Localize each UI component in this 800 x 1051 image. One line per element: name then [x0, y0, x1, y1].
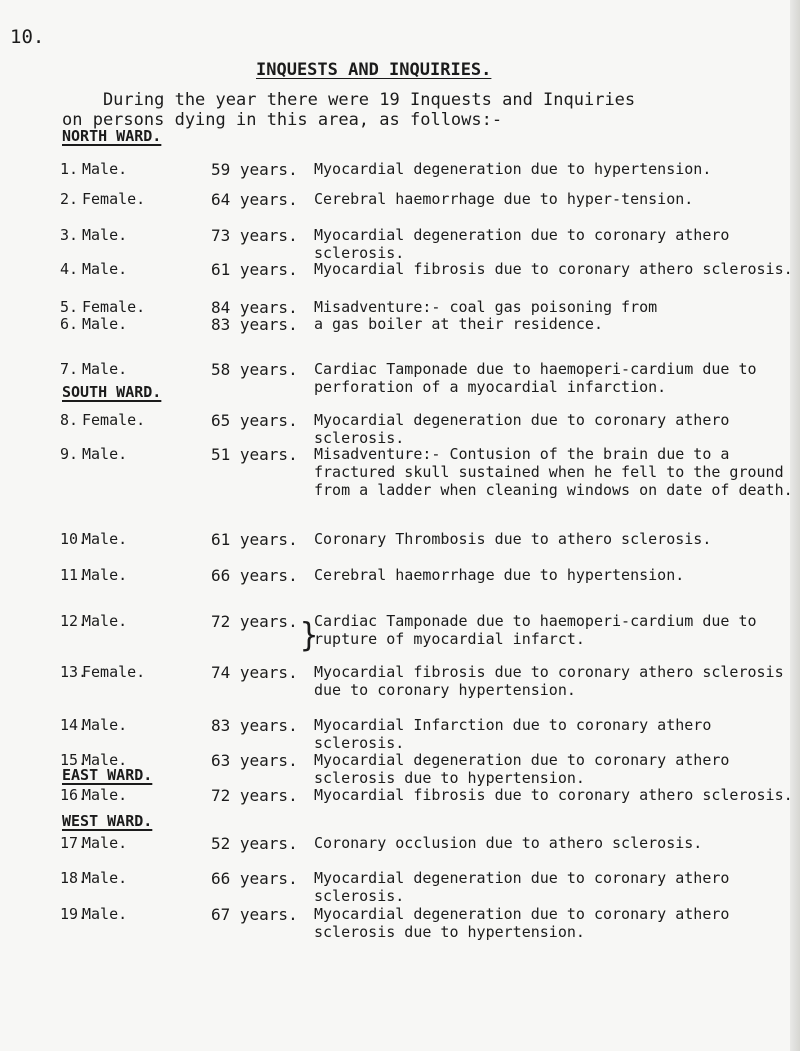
inquest-entry [60, 751, 800, 791]
ward-heading-east: EAST WARD. [62, 766, 153, 784]
inquest-entry [60, 566, 800, 606]
entry-sex: Female. [82, 190, 146, 208]
entry-age: 84 years. [211, 298, 298, 317]
entry-age: 51 years. [211, 445, 298, 464]
entry-number: 15. [60, 751, 88, 769]
entry-age: 58 years. [211, 360, 298, 379]
inquest-entry [60, 716, 800, 756]
entry-cause: Cardiac Tamponade due to haemoperi-cardium due to rupture of myocardial infarct. [314, 612, 757, 648]
entry-sex: Male. [82, 612, 128, 630]
entry-age: 61 years. [211, 530, 298, 549]
entry-cause: a gas boiler at their residence. [314, 315, 603, 333]
entry-number: 12. [60, 612, 88, 630]
ward-heading-west: WEST WARD. [62, 812, 153, 830]
entry-age: 66 years. [211, 566, 298, 585]
entry-age: 72 years. [211, 612, 298, 631]
entry-cause: Cardiac Tamponade due to haemoperi-cardium due to perforation of a myocardial infarction. [314, 360, 757, 396]
entry-age: 61 years. [211, 260, 298, 279]
inquest-entry [60, 834, 800, 874]
entry-cause: Misadventure:- coal gas poisoning from [314, 298, 658, 316]
ward-heading-north: NORTH WARD. [62, 127, 162, 145]
entry-number: 8. [60, 411, 79, 429]
entry-number: 1. [60, 160, 79, 178]
intro-line-1: During the year there were 19 Inquests and Inquiries [62, 90, 636, 110]
entry-cause: Myocardial degeneration due to coronary athero sclerosis due to hypertension. [314, 751, 730, 787]
entry-number: 4. [60, 260, 79, 278]
entry-number: 3. [60, 226, 79, 244]
entry-cause: Myocardial degeneration due to hypertension. [314, 160, 712, 178]
inquest-entry [60, 869, 800, 909]
entry-cause: Myocardial Infarction due to coronary athero sclerosis. [314, 716, 712, 752]
page-title: INQUESTS AND INQUIRIES. [256, 60, 492, 80]
inquest-entry [60, 190, 800, 230]
entry-cause: Myocardial degeneration due to coronary athero sclerosis. [314, 869, 730, 905]
entry-cause: Coronary Thrombosis due to athero sclerosis. [314, 530, 712, 548]
inquest-entry [60, 530, 800, 570]
entry-sex: Male. [82, 834, 128, 852]
entry-sex: Male. [82, 360, 128, 378]
entry-age: 66 years. [211, 869, 298, 888]
inquest-entry [60, 315, 800, 355]
entry-sex: Male. [82, 160, 128, 178]
entry-sex: Male. [82, 716, 128, 734]
entry-age: 59 years. [211, 160, 298, 179]
entry-number: 19. [60, 905, 88, 923]
entry-number: 16. [60, 786, 88, 804]
entry-cause: Cerebral haemorrhage due to hyper-tension. [314, 190, 694, 208]
entry-sex: Male. [82, 566, 128, 584]
entry-number: 17. [60, 834, 88, 852]
entry-age: 65 years. [211, 411, 298, 430]
entry-number: 18. [60, 869, 88, 887]
entry-age: 83 years. [211, 716, 298, 735]
intro-line-2: on persons dying in this area, as follows:- [62, 110, 503, 130]
entry-sex: Male. [82, 786, 128, 804]
entry-sex: Male. [82, 751, 128, 769]
entry-number: 13. [60, 663, 88, 681]
entry-number: 6. [60, 315, 79, 333]
entry-age: 74 years. [211, 663, 298, 682]
entry-age: 63 years. [211, 751, 298, 770]
inquest-entry [60, 260, 800, 300]
entry-cause: Myocardial degeneration due to coronary athero sclerosis. [314, 226, 730, 262]
entry-age: 83 years. [211, 315, 298, 334]
entry-cause: Cerebral haemorrhage due to hypertension. [314, 566, 685, 584]
inquest-entry [60, 663, 800, 703]
entry-bracket: } [300, 616, 319, 655]
entry-sex: Male. [82, 869, 128, 887]
ward-heading-south: SOUTH WARD. [62, 383, 162, 401]
intro-paragraph [62, 90, 635, 130]
entry-age: 72 years. [211, 786, 298, 805]
entry-number: 9. [60, 445, 79, 463]
entry-sex: Male. [82, 445, 128, 463]
entry-age: 67 years. [211, 905, 298, 924]
entry-cause: Myocardial fibrosis due to coronary athero sclerosis. [314, 260, 793, 278]
entry-cause: Myocardial fibrosis due to coronary athero sclerosis due to coronary hypertension. [314, 663, 784, 699]
page-number: 10. [10, 26, 45, 48]
inquest-entry [60, 445, 800, 499]
inquest-entry [60, 360, 800, 400]
entry-number: 5. [60, 298, 79, 316]
entry-sex: Male. [82, 315, 128, 333]
entry-number: 2. [60, 190, 79, 208]
inquest-entry [60, 612, 800, 652]
entry-sex: Female. [82, 298, 146, 316]
entry-age: 64 years. [211, 190, 298, 209]
entry-number: 14. [60, 716, 88, 734]
entry-sex: Male. [82, 226, 128, 244]
entry-sex: Male. [82, 905, 128, 923]
entry-sex: Female. [82, 663, 146, 681]
entry-age: 73 years. [211, 226, 298, 245]
entry-cause: Myocardial degeneration due to coronary athero sclerosis. [314, 411, 730, 447]
entry-cause: Myocardial degeneration due to coronary athero sclerosis due to hypertension. [314, 905, 730, 941]
entry-sex: Male. [82, 530, 128, 548]
entry-number: 10. [60, 530, 88, 548]
entry-sex: Male. [82, 260, 128, 278]
entry-number: 11. [60, 566, 88, 584]
entry-sex: Female. [82, 411, 146, 429]
inquest-entry [60, 905, 800, 945]
entry-cause: Myocardial fibrosis due to coronary athero sclerosis. [314, 786, 793, 804]
entry-number: 7. [60, 360, 79, 378]
inquest-entry [60, 786, 800, 826]
entry-cause: Coronary occlusion due to athero sclerosis. [314, 834, 703, 852]
entry-cause: Misadventure:- Contusion of the brain due to a fractured skull sustained when he fell to the ground from a ladder when cleaning windows on date of death. [314, 445, 793, 499]
entry-age: 52 years. [211, 834, 298, 853]
